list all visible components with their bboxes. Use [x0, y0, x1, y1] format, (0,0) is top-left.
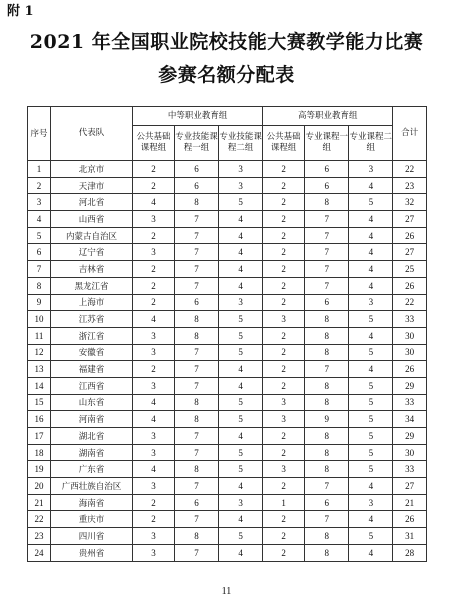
total-cell: 23: [393, 177, 427, 194]
quota-cell: 4: [132, 394, 174, 411]
team-name: 河南省: [51, 411, 133, 428]
quota-cell: 4: [219, 211, 263, 228]
row-number: 24: [28, 544, 51, 561]
row-number: 10: [28, 311, 51, 328]
quota-cell: 6: [174, 494, 218, 511]
quota-cell: 4: [219, 544, 263, 561]
quota-cell: 4: [219, 511, 263, 528]
quota-cell: 7: [305, 478, 349, 495]
total-cell: 29: [393, 377, 427, 394]
quota-cell: 7: [305, 511, 349, 528]
table-row: [28, 361, 427, 378]
quota-cell: 2: [263, 344, 305, 361]
quota-cell: 8: [305, 444, 349, 461]
quota-cell: 8: [305, 344, 349, 361]
total-cell: 34: [393, 411, 427, 428]
header-higher-group: 高等职业教育组: [263, 107, 393, 126]
quota-cell: 8: [305, 428, 349, 445]
team-name: 黑龙江省: [51, 277, 133, 294]
row-number: 1: [28, 161, 51, 178]
total-cell: 33: [393, 311, 427, 328]
quota-cell: 2: [263, 377, 305, 394]
total-cell: 26: [393, 277, 427, 294]
quota-cell: 4: [219, 244, 263, 261]
quota-cell: 8: [305, 194, 349, 211]
quota-cell: 4: [219, 361, 263, 378]
table-row: [28, 461, 427, 478]
quota-cell: 4: [349, 511, 393, 528]
quota-cell: 2: [132, 177, 174, 194]
quota-cell: 4: [219, 277, 263, 294]
quota-cell: 3: [132, 244, 174, 261]
quota-cell: 6: [174, 161, 218, 178]
team-name: 天津市: [51, 177, 133, 194]
quota-cell: 8: [174, 194, 218, 211]
row-number: 17: [28, 428, 51, 445]
row-number: 9: [28, 294, 51, 311]
quota-cell: 9: [305, 411, 349, 428]
quota-cell: 4: [219, 377, 263, 394]
row-number: 12: [28, 344, 51, 361]
quota-cell: 2: [263, 511, 305, 528]
quota-cell: 8: [174, 394, 218, 411]
quota-cell: 7: [174, 444, 218, 461]
quota-cell: 8: [305, 461, 349, 478]
quota-cell: 7: [174, 261, 218, 278]
table-row: [28, 261, 427, 278]
quota-cell: 5: [349, 428, 393, 445]
quota-cell: 3: [219, 161, 263, 178]
quota-cell: 2: [263, 211, 305, 228]
header-sec-col-2: 专业技能课程一组: [174, 126, 218, 161]
quota-cell: 6: [305, 177, 349, 194]
quota-cell: 4: [349, 261, 393, 278]
total-cell: 32: [393, 194, 427, 211]
quota-cell: 8: [305, 528, 349, 545]
quota-cell: 5: [349, 344, 393, 361]
quota-cell: 2: [263, 227, 305, 244]
quota-cell: 4: [349, 478, 393, 495]
table-row: [28, 194, 427, 211]
team-name: 上海市: [51, 294, 133, 311]
team-name: 江西省: [51, 377, 133, 394]
quota-cell: 3: [219, 177, 263, 194]
quota-cell: 5: [349, 194, 393, 211]
quota-cell: 8: [174, 411, 218, 428]
table-row: [28, 244, 427, 261]
quota-cell: 2: [263, 177, 305, 194]
quota-cell: 5: [219, 344, 263, 361]
total-cell: 27: [393, 211, 427, 228]
team-name: 重庆市: [51, 511, 133, 528]
total-cell: 26: [393, 511, 427, 528]
quota-cell: 3: [263, 394, 305, 411]
total-cell: 31: [393, 528, 427, 545]
team-name: 山东省: [51, 394, 133, 411]
quota-cell: 7: [305, 227, 349, 244]
total-cell: 25: [393, 261, 427, 278]
total-cell: 30: [393, 344, 427, 361]
quota-cell: 2: [263, 544, 305, 561]
row-number: 15: [28, 394, 51, 411]
quota-cell: 5: [349, 377, 393, 394]
quota-cell: 5: [349, 461, 393, 478]
quota-cell: 4: [132, 311, 174, 328]
quota-cell: 4: [219, 478, 263, 495]
quota-cell: 3: [132, 544, 174, 561]
quota-cell: 7: [305, 244, 349, 261]
table-row: [28, 394, 427, 411]
table-row: [28, 377, 427, 394]
quota-cell: 5: [349, 444, 393, 461]
team-name: 江苏省: [51, 311, 133, 328]
quota-cell: 2: [132, 277, 174, 294]
total-cell: 30: [393, 327, 427, 344]
team-name: 吉林省: [51, 261, 133, 278]
quota-cell: 8: [305, 377, 349, 394]
quota-cell: 5: [349, 528, 393, 545]
table-row: [28, 494, 427, 511]
row-number: 2: [28, 177, 51, 194]
quota-cell: 7: [174, 428, 218, 445]
quota-cell: 5: [349, 311, 393, 328]
table-row: [28, 444, 427, 461]
quota-cell: 2: [263, 528, 305, 545]
quota-cell: 2: [263, 444, 305, 461]
quota-cell: 7: [305, 277, 349, 294]
quota-cell: 5: [219, 528, 263, 545]
quota-cell: 5: [219, 411, 263, 428]
quota-cell: 5: [349, 394, 393, 411]
quota-cell: 2: [263, 294, 305, 311]
quota-cell: 3: [219, 494, 263, 511]
team-name: 四川省: [51, 528, 133, 545]
quota-cell: 4: [132, 194, 174, 211]
total-cell: 28: [393, 544, 427, 561]
team-name: 广西壮族自治区: [51, 478, 133, 495]
quota-cell: 3: [132, 344, 174, 361]
table-row: [28, 478, 427, 495]
quota-cell: 3: [349, 494, 393, 511]
quota-cell: 7: [174, 361, 218, 378]
row-number: 21: [28, 494, 51, 511]
quota-cell: 8: [174, 528, 218, 545]
quota-cell: 8: [174, 311, 218, 328]
quota-cell: 8: [174, 327, 218, 344]
header-total: 合计: [393, 107, 427, 161]
row-number: 18: [28, 444, 51, 461]
team-name: 安徽省: [51, 344, 133, 361]
row-number: 5: [28, 227, 51, 244]
quota-cell: 2: [263, 244, 305, 261]
table-row: [28, 211, 427, 228]
quota-cell: 7: [174, 211, 218, 228]
quota-cell: 7: [174, 544, 218, 561]
quota-cell: 4: [349, 361, 393, 378]
team-name: 湖南省: [51, 444, 133, 461]
row-number: 22: [28, 511, 51, 528]
row-number: 4: [28, 211, 51, 228]
row-number: 13: [28, 361, 51, 378]
total-cell: 21: [393, 494, 427, 511]
team-name: 山西省: [51, 211, 133, 228]
quota-cell: 7: [174, 344, 218, 361]
table-row: [28, 177, 427, 194]
quota-cell: 5: [219, 394, 263, 411]
table-row: [28, 227, 427, 244]
quota-cell: 7: [174, 244, 218, 261]
quota-cell: 6: [174, 294, 218, 311]
table-row: [28, 544, 427, 561]
quota-cell: 4: [132, 461, 174, 478]
quota-cell: 6: [174, 177, 218, 194]
quota-cell: 8: [305, 327, 349, 344]
quota-cell: 1: [263, 494, 305, 511]
quota-cell: 3: [349, 161, 393, 178]
quota-cell: 3: [132, 444, 174, 461]
total-cell: 22: [393, 161, 427, 178]
table-row: [28, 411, 427, 428]
team-name: 广东省: [51, 461, 133, 478]
quota-cell: 4: [349, 327, 393, 344]
team-name: 辽宁省: [51, 244, 133, 261]
quota-cell: 7: [305, 211, 349, 228]
document-subtitle: 参赛名额分配表: [158, 64, 295, 86]
page-number: 11: [221, 586, 232, 597]
header-high-col-2: 专业课程一组: [305, 126, 349, 161]
table-row: [28, 511, 427, 528]
table-row: [28, 344, 427, 361]
total-cell: 22: [393, 294, 427, 311]
row-number: 3: [28, 194, 51, 211]
row-number: 14: [28, 377, 51, 394]
quota-cell: 4: [349, 544, 393, 561]
row-number: 8: [28, 277, 51, 294]
quota-cell: 3: [263, 461, 305, 478]
header-secondary-group: 中等职业教育组: [132, 107, 262, 126]
quota-cell: 2: [132, 294, 174, 311]
quota-cell: 2: [132, 161, 174, 178]
quota-cell: 7: [174, 377, 218, 394]
table-row: [28, 277, 427, 294]
team-name: 浙江省: [51, 327, 133, 344]
header-seq: 序号: [28, 107, 51, 161]
total-cell: 29: [393, 428, 427, 445]
quota-cell: 5: [219, 444, 263, 461]
quota-cell: 2: [263, 277, 305, 294]
team-name: 湖北省: [51, 428, 133, 445]
quota-cell: 6: [305, 161, 349, 178]
quota-cell: 3: [132, 428, 174, 445]
quota-table: [27, 106, 427, 562]
quota-cell: 4: [349, 177, 393, 194]
quota-cell: 5: [219, 311, 263, 328]
total-cell: 27: [393, 244, 427, 261]
table-row: [28, 428, 427, 445]
total-cell: 30: [393, 444, 427, 461]
header-sec-col-1: 公共基础课程组: [132, 126, 174, 161]
quota-cell: 3: [132, 327, 174, 344]
quota-cell: 3: [219, 294, 263, 311]
quota-cell: 5: [219, 461, 263, 478]
quota-cell: 8: [305, 394, 349, 411]
row-number: 20: [28, 478, 51, 495]
quota-cell: 4: [349, 227, 393, 244]
team-name: 贵州省: [51, 544, 133, 561]
quota-cell: 4: [349, 277, 393, 294]
total-cell: 27: [393, 478, 427, 495]
quota-cell: 3: [132, 528, 174, 545]
total-cell: 26: [393, 227, 427, 244]
quota-cell: 8: [305, 311, 349, 328]
attachment-label: 附 1: [7, 4, 34, 19]
quota-cell: 2: [263, 428, 305, 445]
quota-cell: 4: [349, 244, 393, 261]
total-cell: 26: [393, 361, 427, 378]
table-row: [28, 311, 427, 328]
quota-cell: 2: [132, 494, 174, 511]
quota-cell: 2: [263, 478, 305, 495]
row-number: 19: [28, 461, 51, 478]
quota-cell: 3: [349, 294, 393, 311]
quota-cell: 2: [132, 361, 174, 378]
quota-cell: 8: [305, 544, 349, 561]
quota-cell: 2: [132, 261, 174, 278]
header-high-col-3: 专业课程二组: [349, 126, 393, 161]
quota-cell: 3: [263, 311, 305, 328]
row-number: 11: [28, 327, 51, 344]
quota-cell: 5: [219, 194, 263, 211]
row-number: 7: [28, 261, 51, 278]
quota-cell: 7: [305, 261, 349, 278]
row-number: 6: [28, 244, 51, 261]
table-row: [28, 528, 427, 545]
quota-cell: 7: [174, 277, 218, 294]
quota-cell: 6: [305, 494, 349, 511]
team-name: 河北省: [51, 194, 133, 211]
quota-cell: 5: [219, 327, 263, 344]
document-title: 2021 年全国职业院校技能大赛教学能力比赛: [29, 31, 424, 53]
quota-cell: 7: [174, 511, 218, 528]
quota-cell: 6: [305, 294, 349, 311]
quota-cell: 4: [219, 261, 263, 278]
total-cell: 33: [393, 461, 427, 478]
team-name: 福建省: [51, 361, 133, 378]
quota-cell: 2: [132, 511, 174, 528]
quota-cell: 8: [174, 461, 218, 478]
quota-cell: 2: [263, 327, 305, 344]
row-number: 16: [28, 411, 51, 428]
table-row: [28, 327, 427, 344]
quota-cell: 7: [174, 227, 218, 244]
table-row: [28, 161, 427, 178]
table-row: [28, 294, 427, 311]
team-name: 内蒙古自治区: [51, 227, 133, 244]
quota-cell: 4: [219, 428, 263, 445]
quota-cell: 2: [132, 227, 174, 244]
quota-cell: 4: [219, 227, 263, 244]
quota-cell: 7: [174, 478, 218, 495]
row-number: 23: [28, 528, 51, 545]
quota-cell: 5: [349, 411, 393, 428]
total-cell: 33: [393, 394, 427, 411]
quota-cell: 3: [132, 211, 174, 228]
table-body: [28, 161, 427, 562]
quota-cell: 3: [132, 377, 174, 394]
team-name: 北京市: [51, 161, 133, 178]
header-sec-col-3: 专业技能课程二组: [219, 126, 263, 161]
header-team: 代表队: [51, 107, 133, 161]
quota-cell: 3: [132, 478, 174, 495]
quota-cell: 4: [349, 211, 393, 228]
quota-cell: 4: [132, 411, 174, 428]
team-name: 海南省: [51, 494, 133, 511]
quota-cell: 2: [263, 161, 305, 178]
quota-cell: 3: [263, 411, 305, 428]
quota-cell: 2: [263, 361, 305, 378]
quota-cell: 2: [263, 194, 305, 211]
quota-cell: 2: [263, 261, 305, 278]
header-high-col-1: 公共基础课程组: [263, 126, 305, 161]
quota-cell: 7: [305, 361, 349, 378]
